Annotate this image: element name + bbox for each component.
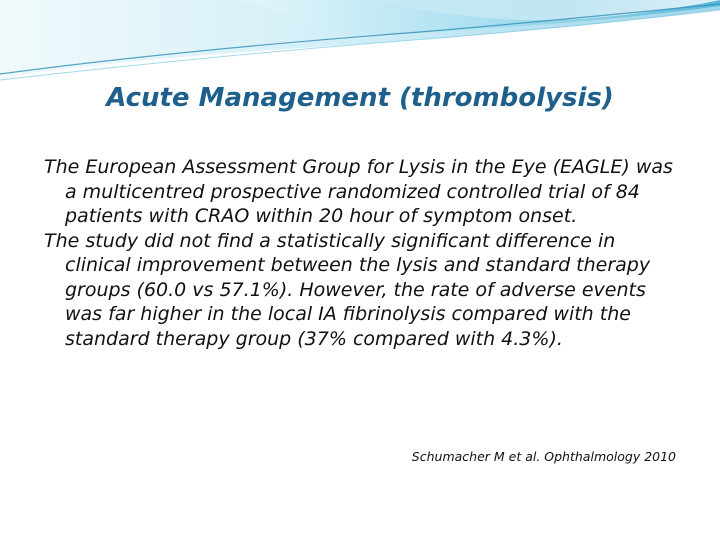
header-swoosh-decoration <box>0 0 720 90</box>
paragraph-eagle-study: The European Assessment Group for Lysis in the Eye (EAGLE) was a multicentred prospective randomized controlled trial of 84 patients with CRAO within 20 hour of symptom onset. <box>44 156 673 227</box>
paragraph-study-findings: The study did not find a statistically significant difference in clinical improvement between the lysis and standard therapy groups (60.0 vs 57.1%). However, the rate of adverse events was far higher in the local IA fibrinolysis compared with the standard therapy group (37% compared with 4.3%). <box>44 229 651 350</box>
body-text <box>44 155 684 351</box>
slide-title: Acute Management (thrombolysis) <box>106 83 614 113</box>
citation: Schumacher M et al. Ophthalmology 2010 <box>411 449 676 464</box>
